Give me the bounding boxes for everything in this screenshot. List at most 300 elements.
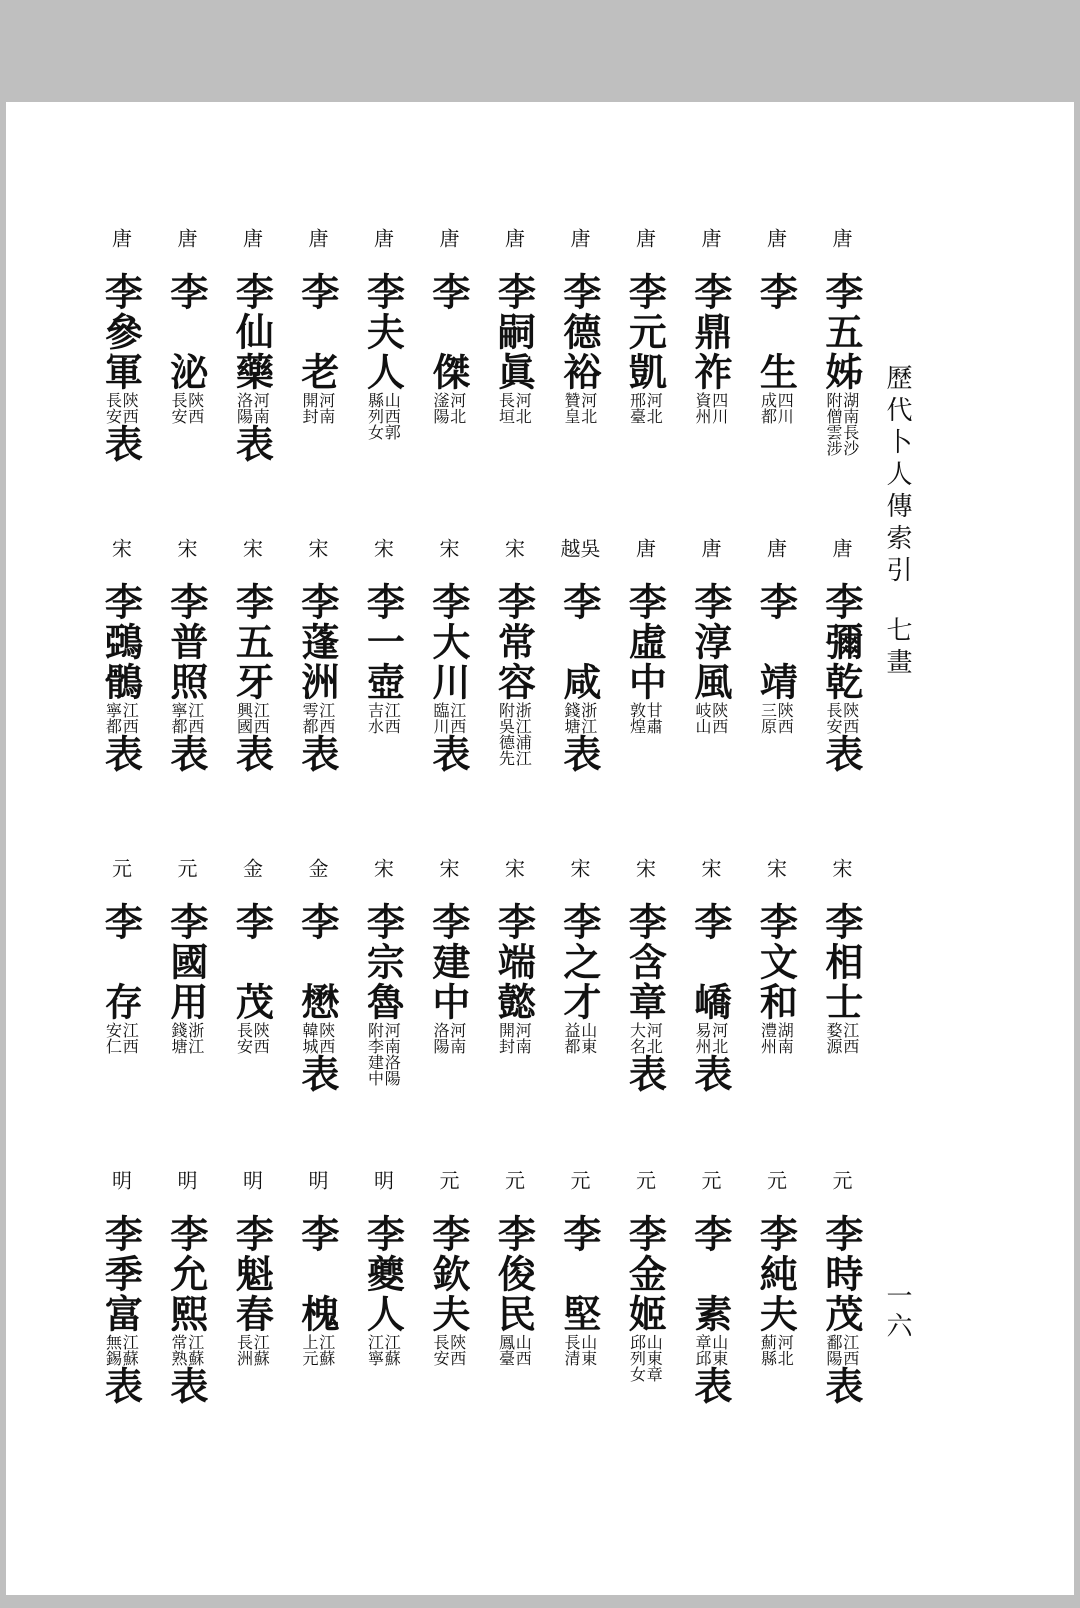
dynasty-label: 宋: [567, 858, 591, 881]
dynasty-label: 吳越: [557, 538, 601, 561]
place-note-line: 河南: [251, 392, 271, 424]
chapter-label: 七畫: [882, 616, 912, 680]
index-entry: [484, 538, 544, 766]
entry-body: [558, 1214, 600, 1366]
entry-body: [493, 902, 535, 1054]
dynasty-label: 宋: [698, 858, 722, 881]
person-name: 李彌乾: [818, 582, 864, 702]
place-note-line: 江西: [447, 702, 467, 734]
person-name: 李大川: [425, 582, 471, 702]
place-note-line: 薊縣: [758, 1334, 778, 1366]
entry-body: [165, 272, 207, 424]
person-name: 李 靖: [753, 582, 799, 702]
place-note-line: 臨川: [430, 702, 450, 734]
entry-body: [493, 582, 535, 766]
person-name: 李相士: [818, 902, 864, 1022]
dynasty-label: 元: [698, 1170, 722, 1193]
place-note: [497, 702, 531, 766]
person-name: 李五姊: [818, 272, 864, 392]
person-name: 李國用: [163, 902, 209, 1022]
place-note-line: 河北: [578, 392, 598, 424]
table-marker: 表: [229, 424, 275, 462]
entry-body: [689, 582, 731, 734]
place-note-line: 陝西: [775, 702, 795, 734]
person-name: 李魁春: [229, 1214, 275, 1334]
index-entry: [418, 538, 478, 772]
entry-body: [362, 1214, 404, 1366]
dynasty-label: 元: [108, 858, 133, 881]
place-note: [169, 702, 203, 734]
place-note-line: 河南洛陽: [382, 1022, 402, 1086]
index-entry: [353, 858, 413, 1086]
place-note-line: 河北: [644, 1022, 664, 1054]
place-note-line: 四川: [775, 392, 795, 424]
place-note-line: 河北: [447, 392, 467, 424]
table-marker: 表: [818, 1366, 864, 1404]
place-note-line: 長安: [823, 702, 843, 734]
entry-body: [296, 902, 338, 1092]
index-entry: [418, 858, 478, 1054]
entry-body: [493, 1214, 535, 1366]
dynasty-label: 元: [501, 1170, 526, 1193]
entry-body: [820, 272, 862, 456]
place-note-line: 錢塘: [561, 702, 581, 734]
dynasty-label: 唐: [698, 228, 722, 251]
person-name: 李 傑: [425, 272, 471, 392]
dynasty-label: 宋: [501, 538, 526, 561]
person-name: 李虛中: [622, 582, 668, 702]
index-entry: [615, 858, 675, 1092]
dynasty-label: 唐: [370, 228, 395, 251]
person-name: 李一壺: [360, 582, 406, 702]
entry-body: [820, 902, 862, 1054]
place-note: [104, 1334, 138, 1366]
place-note-line: 四川: [709, 392, 729, 424]
index-entry: [353, 538, 413, 734]
place-note: [169, 392, 203, 424]
index-entry: [549, 228, 609, 424]
person-name: 李德裕: [556, 272, 602, 392]
place-note-line: 河北: [513, 392, 533, 424]
table-marker: 表: [294, 1054, 340, 1092]
entry-body: [558, 272, 600, 424]
index-entry: [91, 858, 151, 1054]
place-note-line: 無錫: [103, 1334, 123, 1366]
entry-body: [427, 582, 469, 772]
entry-body: [427, 902, 469, 1054]
place-note-line: 洛陽: [430, 1022, 450, 1054]
place-note-line: 浙江浦江: [513, 702, 533, 766]
dynasty-label: 宋: [370, 858, 395, 881]
entry-body: [624, 902, 666, 1092]
dynasty-label: 金: [239, 858, 264, 881]
place-note-line: 常熟: [168, 1334, 188, 1366]
person-name: 李 老: [294, 272, 340, 392]
person-name: 李端懿: [491, 902, 537, 1022]
entry-body: [689, 1214, 731, 1404]
dynasty-label: 元: [632, 1170, 657, 1193]
person-name: 李普照: [163, 582, 209, 702]
index-entry: [353, 228, 413, 440]
place-note-line: 資州: [692, 392, 712, 424]
person-name: 李參軍: [98, 272, 144, 392]
place-note: [628, 1022, 662, 1054]
dynasty-label: 元: [174, 858, 198, 881]
dynasty-label: 元: [436, 1170, 460, 1193]
dynasty-label: 宋: [632, 858, 657, 881]
dynasty-label: 宋: [174, 538, 198, 561]
entry-body: [296, 582, 338, 772]
place-note-line: 鄱陽: [823, 1334, 843, 1366]
place-note-line: 江西: [120, 1022, 140, 1054]
place-note-line: 湖南: [775, 1022, 795, 1054]
entry-body: [296, 272, 338, 424]
entry-body: [231, 272, 273, 462]
place-note: [366, 1022, 400, 1086]
dynasty-label: 明: [108, 1170, 133, 1193]
place-note-line: 長安: [168, 392, 188, 424]
index-entry: [91, 538, 151, 772]
place-note: [497, 1022, 531, 1054]
dynasty-label: 宋: [436, 538, 460, 561]
entry-body: [165, 902, 207, 1054]
person-name: 李 嶠: [687, 902, 733, 1022]
table-marker: 表: [163, 1366, 209, 1404]
dynasty-label: 唐: [632, 228, 657, 251]
dynasty-label: 明: [174, 1170, 198, 1193]
place-note: [562, 392, 596, 424]
place-note: [628, 702, 662, 734]
table-marker: 表: [687, 1366, 733, 1404]
index-entry: [549, 1170, 609, 1366]
place-note-line: 婺源: [823, 1022, 843, 1054]
place-note-line: 陝西: [120, 392, 140, 424]
table-marker: 表: [425, 734, 471, 772]
dynasty-label: 金: [305, 858, 329, 881]
place-note-line: 江蘇: [120, 1334, 140, 1366]
place-note-line: 雩都: [299, 702, 319, 734]
dynasty-label: 元: [567, 1170, 591, 1193]
table-marker: 表: [687, 1054, 733, 1092]
person-name: 李夔人: [360, 1214, 406, 1334]
place-note-line: 江蘇: [316, 1334, 336, 1366]
entry-body: [362, 272, 404, 440]
entry-body: [820, 582, 862, 772]
person-name: 李鼎祚: [687, 272, 733, 392]
place-note: [235, 1334, 269, 1366]
dynasty-label: 唐: [108, 228, 133, 251]
place-note: [366, 702, 400, 734]
place-note: [562, 1022, 596, 1054]
place-note-line: 江西: [840, 1334, 860, 1366]
dynasty-label: 宋: [829, 858, 853, 881]
place-note-line: 山東: [578, 1022, 598, 1054]
place-note-line: 江寧: [365, 1334, 385, 1366]
entry-body: [755, 582, 797, 734]
dynasty-label: 元: [829, 1170, 853, 1193]
table-marker: 表: [229, 734, 275, 772]
place-note-line: 邱列女: [627, 1334, 647, 1382]
place-note-line: 敦煌: [627, 702, 647, 734]
dynasty-label: 唐: [305, 228, 329, 251]
place-note: [169, 1334, 203, 1366]
index-entry: [156, 228, 216, 424]
dynasty-label: 唐: [436, 228, 460, 251]
place-note-line: 長安: [103, 392, 123, 424]
place-note-line: 江西: [840, 1022, 860, 1054]
person-name: 李淳風: [687, 582, 733, 702]
place-note-line: 江西: [382, 702, 402, 734]
place-note: [693, 1334, 727, 1366]
entry-body: [362, 902, 404, 1086]
entry-body: [624, 272, 666, 424]
table-marker: 表: [163, 734, 209, 772]
person-name: 李蓬洲: [294, 582, 340, 702]
index-entry: [418, 1170, 478, 1366]
place-note-line: 開封: [496, 1022, 516, 1054]
index-entry: [222, 1170, 282, 1366]
place-note-line: 附李建中: [365, 1022, 385, 1086]
person-name: 李 茂: [229, 902, 275, 1022]
dynasty-label: 唐: [174, 228, 198, 251]
dynasty-label: 唐: [501, 228, 526, 251]
person-name: 李常容: [491, 582, 537, 702]
person-name: 李鵶鶻: [98, 582, 144, 702]
place-note: [693, 392, 727, 424]
dynasty-label: 宋: [370, 538, 395, 561]
entry-body: [493, 272, 535, 424]
place-note-line: 滏陽: [430, 392, 450, 424]
place-note: [693, 1022, 727, 1054]
place-note: [300, 1022, 334, 1054]
dynasty-label: 明: [370, 1170, 395, 1193]
place-note-line: 長安: [234, 1022, 254, 1054]
entry-body: [689, 902, 731, 1092]
place-note-line: 上元: [299, 1334, 319, 1366]
dynasty-label: 元: [763, 1170, 788, 1193]
dynasty-label: 宋: [436, 858, 460, 881]
place-note-line: 陝西: [447, 1334, 467, 1366]
place-note: [628, 1334, 662, 1382]
place-note-line: 安仁: [103, 1022, 123, 1054]
dynasty-label: 宋: [305, 538, 329, 561]
index-entry: [811, 228, 871, 456]
person-name: 李 存: [98, 902, 144, 1022]
person-name: 李 懋: [294, 902, 340, 1022]
dynasty-label: 唐: [698, 538, 722, 561]
entry-body: [755, 272, 797, 424]
place-note-line: 江蘇: [382, 1334, 402, 1366]
dynasty-label: 唐: [239, 228, 264, 251]
table-marker: 表: [556, 734, 602, 772]
place-note-line: 江西: [316, 702, 336, 734]
entry-body: [165, 582, 207, 772]
table-marker: 表: [98, 424, 144, 462]
entry-body: [558, 582, 600, 772]
place-note-line: 河南: [316, 392, 336, 424]
place-note: [104, 392, 138, 424]
place-note-line: 縣列女: [365, 392, 385, 440]
index-entry: [91, 1170, 151, 1404]
place-note-line: 山西: [513, 1334, 533, 1366]
place-note: [300, 1334, 334, 1366]
table-marker: 表: [622, 1054, 668, 1092]
person-name: 李 泌: [163, 272, 209, 392]
person-name: 李 槐: [294, 1214, 340, 1334]
index-entry: [615, 538, 675, 734]
entry-body: [624, 1214, 666, 1382]
index-entry: [156, 1170, 216, 1404]
place-note: [759, 702, 793, 734]
place-note-line: 岐山: [692, 702, 712, 734]
index-entry: [222, 858, 282, 1054]
index-entry: [156, 858, 216, 1054]
place-note-line: 吉水: [365, 702, 385, 734]
index-entry: [680, 858, 740, 1092]
place-note-line: 長安: [430, 1334, 450, 1366]
person-name: 李 堅: [556, 1214, 602, 1334]
index-entry: [287, 858, 347, 1092]
index-entry: [222, 538, 282, 772]
index-entry: [353, 1170, 413, 1366]
index-entry: [811, 858, 871, 1054]
place-note: [824, 392, 858, 456]
place-note-line: 寧都: [103, 702, 123, 734]
place-note-line: 江蘇: [251, 1334, 271, 1366]
entry-body: [755, 1214, 797, 1366]
place-note-line: 益都: [561, 1022, 581, 1054]
entry-body: [231, 902, 273, 1054]
person-name: 李五牙: [229, 582, 275, 702]
index-entry: [549, 858, 609, 1054]
place-note-line: 山東: [709, 1334, 729, 1366]
place-note: [431, 1334, 465, 1366]
place-note-line: 章邱: [692, 1334, 712, 1366]
place-note-line: 河北: [644, 392, 664, 424]
place-note: [497, 1334, 531, 1366]
person-name: 李元凱: [622, 272, 668, 392]
place-note-line: 河北: [709, 1022, 729, 1054]
entry-body: [427, 1214, 469, 1366]
place-note: [824, 1022, 858, 1054]
place-note-line: 附吳德先: [496, 702, 516, 766]
person-name: 李欽夫: [425, 1214, 471, 1334]
person-name: 李含章: [622, 902, 668, 1022]
index-entry: [91, 228, 151, 462]
place-note-line: 長洲: [234, 1334, 254, 1366]
dynasty-label: 唐: [567, 228, 591, 251]
place-note: [628, 392, 662, 424]
index-entry: [680, 228, 740, 424]
place-note-line: 錢塘: [168, 1022, 188, 1054]
dynasty-label: 明: [305, 1170, 329, 1193]
index-entry: [484, 858, 544, 1054]
place-note-line: 大名: [627, 1022, 647, 1054]
place-note-line: 寧都: [168, 702, 188, 734]
entry-body: [100, 272, 142, 462]
book-page: [6, 102, 1074, 1595]
place-note-line: 易州: [692, 1022, 712, 1054]
person-name: 李宗魯: [360, 902, 406, 1022]
place-note: [366, 392, 400, 440]
index-entry: [615, 1170, 675, 1382]
place-note-line: 江西: [120, 702, 140, 734]
entry-body: [231, 1214, 273, 1366]
dynasty-label: 唐: [763, 228, 788, 251]
dynasty-label: 唐: [829, 228, 853, 251]
person-name: 李金姬: [622, 1214, 668, 1334]
place-note: [431, 702, 465, 734]
person-name: 李 咸: [556, 582, 602, 702]
table-marker: 表: [98, 1366, 144, 1404]
entry-body: [165, 1214, 207, 1404]
place-note-line: 附僧雲涉: [823, 392, 843, 456]
index-entry: [287, 1170, 347, 1366]
place-note-line: 河南: [447, 1022, 467, 1054]
place-note: [169, 1022, 203, 1054]
place-note: [497, 392, 531, 424]
place-note-line: 邢臺: [627, 392, 647, 424]
place-note: [235, 1022, 269, 1054]
place-note-line: 浙江: [185, 1022, 205, 1054]
place-note: [300, 702, 334, 734]
entry-body: [296, 1214, 338, 1366]
index-entry: [418, 228, 478, 424]
person-name: 李之才: [556, 902, 602, 1022]
entry-body: [100, 1214, 142, 1404]
entry-body: [231, 582, 273, 772]
dynasty-label: 唐: [632, 538, 657, 561]
person-name: 李純夫: [753, 1214, 799, 1334]
place-note-line: 江西: [251, 702, 271, 734]
place-note-line: 河北: [775, 1334, 795, 1366]
index-entry: [484, 228, 544, 424]
place-note: [693, 702, 727, 734]
place-note: [759, 1334, 793, 1366]
dynasty-label: 宋: [501, 858, 526, 881]
place-note: [104, 702, 138, 734]
place-note-line: 山西郭: [382, 392, 402, 440]
place-note: [235, 702, 269, 734]
place-note-line: 澧州: [758, 1022, 778, 1054]
entry-body: [427, 272, 469, 424]
index-entry: [615, 228, 675, 424]
entry-body: [558, 902, 600, 1054]
person-name: 李文和: [753, 902, 799, 1022]
place-note-line: 三原: [758, 702, 778, 734]
place-note: [366, 1334, 400, 1366]
index-entry: [680, 1170, 740, 1404]
place-note-line: 洛陽: [234, 392, 254, 424]
place-note-line: 江蘇: [185, 1334, 205, 1366]
place-note: [562, 702, 596, 734]
place-note-line: 江西: [185, 702, 205, 734]
person-name: 李 生: [753, 272, 799, 392]
person-name: 李俊民: [491, 1214, 537, 1334]
place-note-line: 陝西: [185, 392, 205, 424]
place-note-line: 陝西: [316, 1022, 336, 1054]
place-note-line: 山東: [578, 1334, 598, 1366]
index-entry: [746, 1170, 806, 1366]
index-entry: [746, 538, 806, 734]
index-entry: [222, 228, 282, 462]
person-name: 李嗣眞: [491, 272, 537, 392]
index-entry: [287, 228, 347, 424]
place-note: [431, 392, 465, 424]
place-note-line: 山東章: [644, 1334, 664, 1382]
dynasty-label: 宋: [108, 538, 133, 561]
entry-body: [689, 272, 731, 424]
